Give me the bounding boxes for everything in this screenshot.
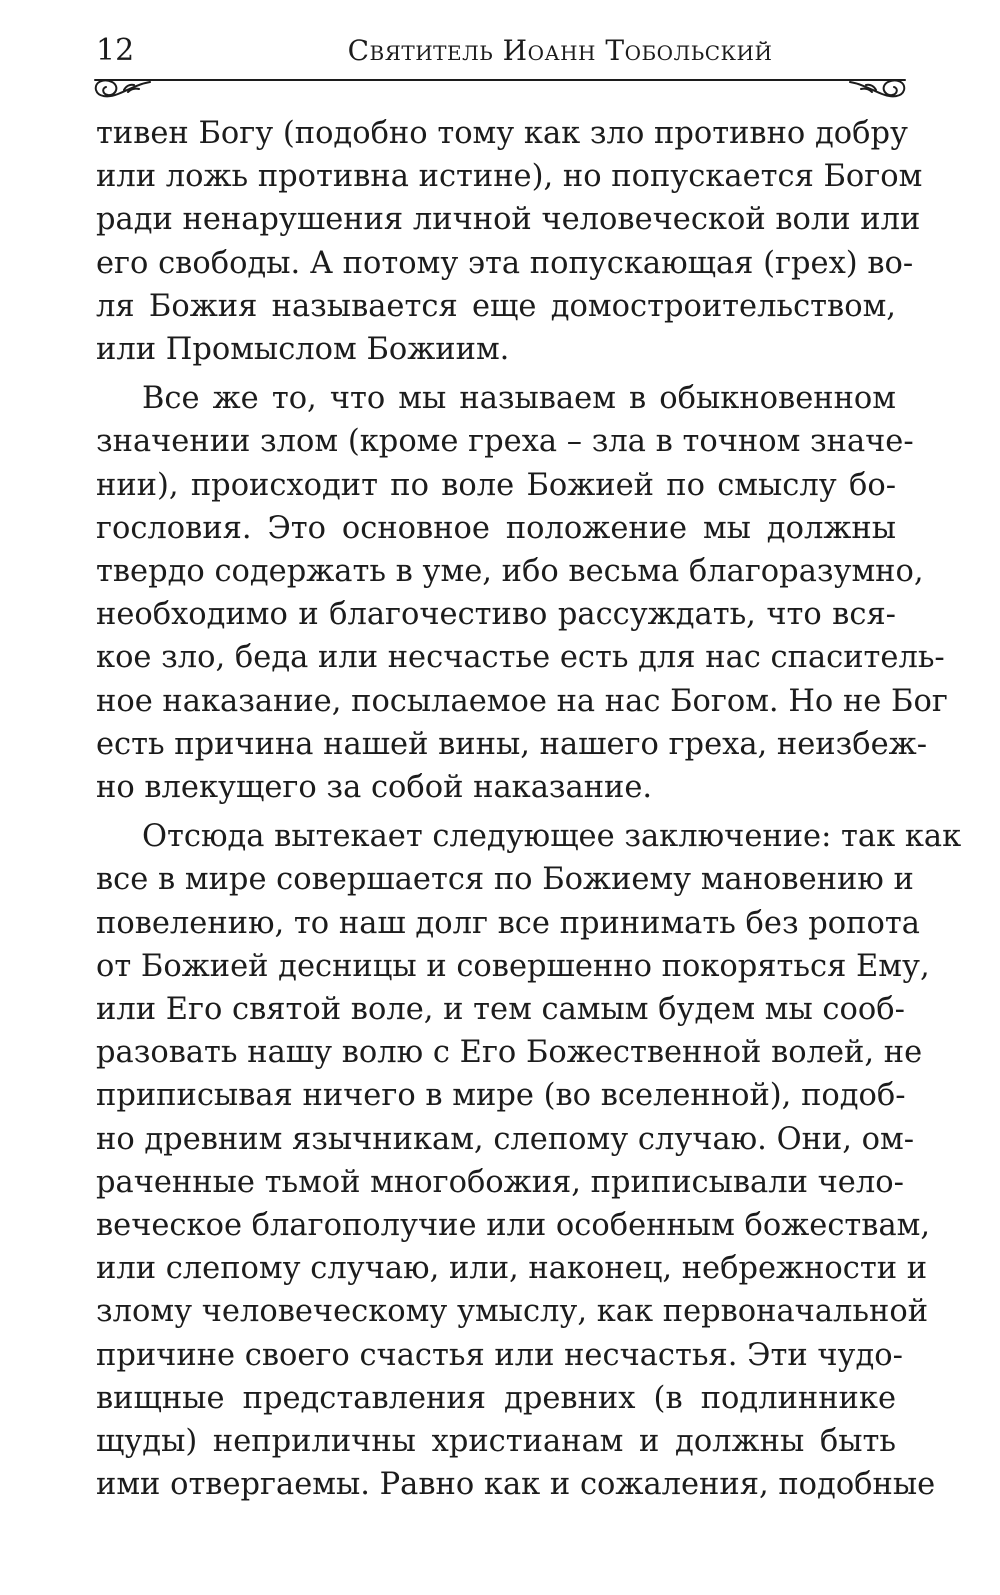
paragraph (96, 815, 962, 1506)
text-line: или Его святой воле, и тем самым будем мы сооб- (96, 992, 905, 1028)
text-line: твердо содержать в уме, ибо весьма благоразумно, (96, 554, 924, 590)
body-text (96, 112, 962, 1513)
text-line: Все же то, что мы называем в обыкновенном (142, 381, 896, 417)
paragraph (96, 377, 948, 809)
text-line: но влекущего за собой наказание. (96, 770, 653, 806)
page-header (0, 0, 1000, 115)
text-line: нии), происходит по воле Божией по смыслу бо- (96, 467, 896, 503)
text-line: вищные представления древних (в подлиннике (96, 1380, 896, 1416)
right-flourish-icon (850, 80, 904, 96)
paragraph (96, 112, 923, 371)
text-line: кое зло, беда или несчастье есть для нас спаситель- (96, 640, 945, 676)
text-line: раченные тьмой многобожия, приписывали чело- (96, 1164, 904, 1200)
text-line: веческое благополучие или особенным божествам, (96, 1208, 931, 1244)
text-line: ное наказание, посылаемое на нас Богом. Но не Бог (96, 683, 948, 719)
text-line: от Божией десницы и совершенно покоряться Ему, (96, 948, 930, 984)
text-line: но древним язычникам, слепому случаю. Они, ом- (96, 1121, 915, 1157)
text-line: повелению, то наш долг все принимать без ропота (96, 905, 920, 941)
running-title: Святитель Иоанн Тобольский (347, 34, 773, 67)
text-line: ими отвергаемы. Равно как и сожаления, подобные (96, 1467, 936, 1503)
text-line: необходимо и благочестиво рассуждать, что вся- (96, 597, 896, 633)
left-flourish-icon (96, 80, 150, 96)
text-line: тивен Богу (подобно тому как зло противно добру (96, 116, 908, 151)
text-line: злому человеческому умыслу, как первоначальной (96, 1294, 929, 1330)
text-line: ля Божия называется еще домостроительством, (96, 288, 896, 324)
text-line: его свободы. А потому эта попускающая (грех) во- (96, 245, 914, 281)
page-number: 12 (96, 33, 135, 68)
text-line: ради ненарушения личной человеческой воли или (96, 202, 921, 238)
text-line: все в мире совершается по Божиему мановению и (96, 862, 914, 898)
text-line: Отсюда вытекает следующее заключение: так как (142, 819, 962, 855)
ornament-rule (0, 0, 1000, 115)
text-line: или слепому случаю, или, наконец, небрежности и (96, 1251, 928, 1287)
text-line: значении злом (кроме греха – зла в точном значе- (96, 424, 914, 460)
text-line: есть причина нашей вины, нашего греха, неизбеж- (96, 726, 928, 762)
text-line: щуды) неприличны христианам и должны быть (96, 1424, 896, 1460)
text-line: разовать нашу волю с Его Божественной волей, не (96, 1035, 923, 1071)
text-line: гословия. Это основное положение мы должны (96, 510, 896, 546)
text-line: или Промыслом Божиим. (96, 332, 510, 368)
text-line: приписывая ничего в мире (во вселенной), подоб- (96, 1078, 906, 1114)
text-line: или ложь противна истине), но попускается Богом (96, 159, 923, 195)
text-line: причине своего счастья или несчастья. Эти чудо- (96, 1337, 903, 1373)
